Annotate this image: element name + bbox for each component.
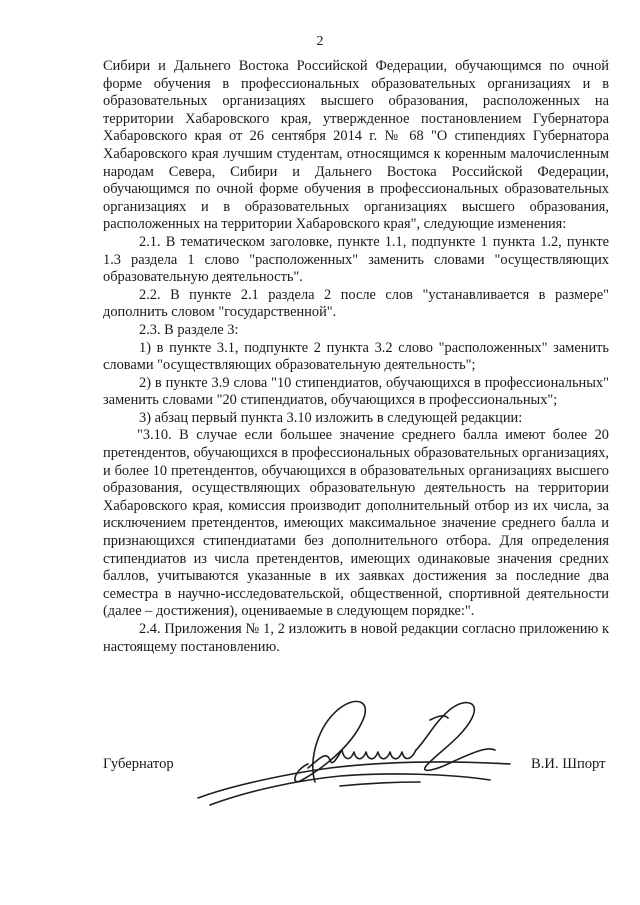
paragraph: "3.10. В случае если большее значение среднего балла имеют более 20 претендентов, обучающихся в профессиональных образовательных организациях, и более 10 претендентов, обучающихся в образовательных организациях высшего образования, осуществляющих образовательную деятельность на территории Хабаровского края, комиссия производит дополнительный отбор из их числа, за исключением претендентов, имеющих максимальное значение среднего балла и признающихся стипендиатами без дополнительного отбора. Для определения стипендиатов из числа претендентов, имеющих одинаковые значения средних баллов, учитываются указанные в их заявках достижения за последние два семестра в научно-исследовательской, общественной, спортивной деятельности (далее – достижения), оцениваемые в следующем порядке:". [103,427,609,620]
paragraph: 1) в пункте 3.1, подпункте 2 пункта 3.2 слово "расположенных" заменить словами "осуществляющих образовательную деятельность"; [103,339,609,374]
document-body [103,58,609,656]
handwritten-signature [190,690,520,815]
paragraph: 2.2. В пункте 2.1 раздела 2 после слов "устанавливается в размере" дополнить словом "государственной". [103,286,609,321]
signatory-name: В.И. Шпорт [531,756,606,772]
paragraph: Сибири и Дальнего Востока Российской Федерации, обучающимся по очной форме обучения в профессиональных образовательных организациях и в образовательных организациях высшего образования, расположенных на территории Хабаровского края, утвержденное постановлением Губернатора Хабаровского края от 26 сентября 2014 г. № 68 "О стипендиях Губернатора Хабаровского края лучшим студентам, относящимся к коренным малочисленным народам Севера, Сибири и Дальнего Востока Российской Федерации, обучающимся по очной форме обучения в профессиональных образовательных организациях и в образовательных организациях высшего образования, расположенных на территории Хабаровского края", следующие изменения: [103,58,609,233]
paragraph: 2) в пункте 3.9 слова "10 стипендиатов, обучающихся в профессиональных" заменить словами "20 стипендиатов, обучающихся в профессиональных"; [103,374,609,409]
paragraph: 3) абзац первый пункта 3.10 изложить в следующей редакции: [139,409,523,426]
paragraph: 2.3. В разделе 3: [139,321,239,338]
paragraph: 2.4. Приложения № 1, 2 изложить в новой редакции согласно приложению к настоящему постановлению. [103,621,609,655]
page-number: 2 [316,34,324,49]
signature-block [0,690,640,820]
paragraph: 2.1. В тематическом заголовке, пункте 1.1, подпункте 1 пункта 1.2, пункте 1.3 раздела 1 слово "расположенных" заменить словами "осуществляющих образовательную деятельность". [103,233,609,286]
signatory-title: Губернатор [103,756,174,772]
